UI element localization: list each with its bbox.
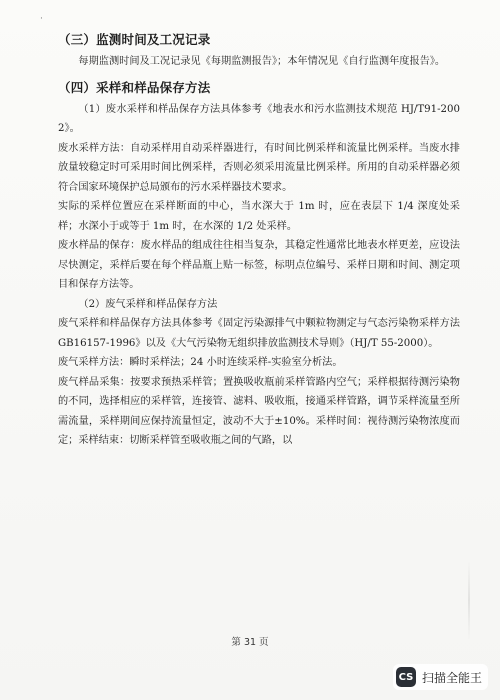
paragraph-exhaust-subheading: （2）废气采样和样品保存方法 xyxy=(78,298,218,310)
paragraph-wastewater-reference: （1）废水采样和样品保存方法具体参考《地表水和污水监测技术规范 HJ/T91-2002》。 xyxy=(58,103,460,134)
paragraph-wastewater-method: 废水采样方法：自动采样用自动采样器进行，有时间比例采样和流量比例采样。当废水排放量较稳定时可采用时间比例采样，否则必须采用流量比例采样。所用的自动采样器必须符合国家环境保护总局颁布的污水采样器技术要求。 xyxy=(58,142,460,193)
paragraph-monitoring-time: 每期监测时间及工况记录见《每期监测报告》；本年情况见《自行监测年度报告》。 xyxy=(78,56,446,67)
section-heading-monitoring-time: （三）监测时间及工况记录 xyxy=(58,32,211,47)
scanner-watermark xyxy=(393,664,488,690)
paragraph-exhaust-method: 废气采样方法：瞬时采样法；24 小时连续采样-实验室分析法。 xyxy=(58,357,343,368)
paragraph-sampling-position: 实际的采样位置应在采样断面的中心，当水深大于 1m 时，应在表层下 1/4 深度处采样；水深小于或等于 1m 时，在水深的 1/2 处采样。 xyxy=(58,201,460,232)
corner-mark: · xyxy=(40,14,43,24)
paragraph-wastewater-storage: 废水样品的保存：废水样品的组成往往相当复杂，其稳定性通常比地表水样更差，应设法尽快测定，采样后要在每个样品瓶上贴一标签，标明点位编号、采样日期和时间、测定项目和保存方法等。 xyxy=(58,240,460,290)
paragraph-exhaust-collection: 废气样品采集：按要求预热采样管；置换吸收瓶前采样管路内空气；采样根据待测污染物的不同，选择相应的采样管，连接管、滤料、吸收瓶，接通采样管路，调节采样流量至所需流量，采样期间应保持流量恒定，波动不大于±10%。采样时间：视待测污染物浓度而定；采样结束：切断采样管至吸收瓶之间的气路，以 xyxy=(58,376,460,446)
camscanner-icon: CS xyxy=(396,667,416,687)
page-content xyxy=(58,30,460,451)
scan-shadow-line xyxy=(468,560,470,640)
scanner-watermark-label: 扫描全能王 xyxy=(421,670,482,685)
page-number: 第 31 页 xyxy=(231,637,269,648)
paragraph-exhaust-reference: 废气采样和样品保存方法具体参考《固定污染源排气中颗粒物测定与气态污染物采样方法 GB16157-1996》以及《大气污染物无组织排放监测技术导则》（HJ/T 55-2000）。 xyxy=(58,318,460,349)
section-heading-sampling: （四）采样和样品保存方法 xyxy=(58,79,211,95)
